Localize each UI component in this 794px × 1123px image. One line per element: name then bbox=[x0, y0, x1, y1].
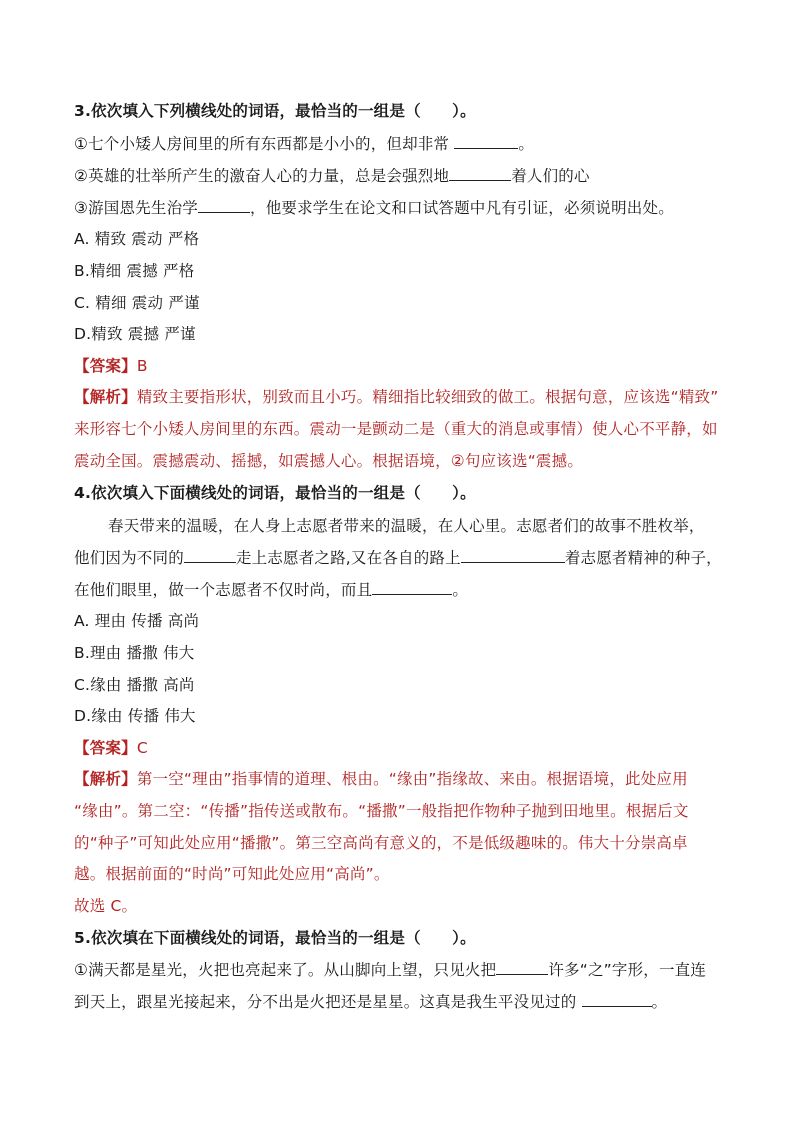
q3-s3-end: ，他要求学生在论文和口试答题中凡有引证，必须说明出处。 bbox=[250, 199, 674, 217]
q3-analysis-text-1: 精致主要指形状，别致而且小巧。精细指比较细致的做工。根据句意，应该选“精致” bbox=[136, 388, 719, 406]
q5-s1-end: 许多“之”字形，一直连 bbox=[548, 961, 707, 979]
q3-option-c: C. 精细 震动 严谨 bbox=[74, 294, 200, 312]
q4-option-b: B.理由 播撒 伟大 bbox=[74, 644, 195, 662]
q4-blank-3 bbox=[372, 580, 452, 595]
q4-answer-label: 【答案】 bbox=[74, 739, 137, 757]
q5-s2-end: 。 bbox=[651, 993, 668, 1011]
q4-stem bbox=[74, 483, 758, 503]
q3-blank-3 bbox=[198, 198, 250, 213]
q3-s2-text: ②英雄的壮举所产生的激奋人心的力量，总是会强烈地 bbox=[74, 167, 450, 185]
q4-analysis-line-1 bbox=[74, 769, 758, 789]
q3-answer-value: B bbox=[136, 357, 148, 375]
q3-analysis-label: 【解析】 bbox=[74, 388, 137, 406]
q3-analysis-line-1 bbox=[74, 387, 758, 407]
q5-blank-2 bbox=[582, 992, 652, 1007]
q5-sentence-2 bbox=[74, 992, 758, 1012]
q5-sentence-1 bbox=[74, 960, 758, 980]
q4-blank-2 bbox=[461, 548, 565, 563]
q3-answer bbox=[74, 356, 758, 376]
q4-blank-1 bbox=[184, 548, 236, 563]
q5-blank-1 bbox=[496, 960, 548, 975]
q3-stem bbox=[74, 101, 758, 121]
q5-s1-text: ①满天都是星光，火把也亮起来了。从山脚向上望，只见火把 bbox=[74, 961, 497, 979]
q4-option-d: D.缘由 传播 伟大 bbox=[74, 707, 196, 725]
q5-s2-text: 到天上，跟星光接起来，分不出是火把还是星星。这真是我生平没见过的 bbox=[74, 993, 582, 1011]
q3-analysis-line-2: 来形容七个小矮人房间里的东西。震动一是颤动二是（重大的消息或事情）使人心不平静，如 bbox=[74, 420, 718, 438]
q3-option-d: D.精致 震撼 严谨 bbox=[74, 325, 196, 343]
q3-sentence-1 bbox=[74, 134, 758, 154]
q4-option-a: A. 理由 传播 高尚 bbox=[74, 612, 200, 630]
q4-conclusion: 故选 C。 bbox=[74, 897, 138, 915]
q4-p3-end: 。 bbox=[452, 581, 469, 599]
q4-p2-end: 着志愿者精神的种子， bbox=[564, 549, 722, 567]
q3-s1-end: 。 bbox=[518, 135, 535, 153]
q4-analysis-line-2: “缘由”。第二空：“传播”指传送或散布。“播撒”一般指把作物种子抛到田地里。根据后文 bbox=[74, 802, 689, 820]
q3-s1-text: ①七个小矮人房间里的所有东西都是小小的，但却非常 bbox=[74, 135, 455, 153]
q4-analysis-line-3: 的“种子”可知此处应用“播撒”。第三空高尚有意义的，不是低级趣味的。伟大十分崇高卓 bbox=[74, 834, 688, 852]
q4-passage-line-3 bbox=[74, 580, 758, 600]
q4-option-c: C.缘由 播撒 高尚 bbox=[74, 676, 195, 694]
q4-passage-line-2 bbox=[74, 548, 758, 568]
q3-option-a: A. 精致 震动 严格 bbox=[74, 230, 200, 248]
q4-passage-line-1: 春天带来的温暖，在人身上志愿者带来的温暖，在人心里。志愿者们的故事不胜枚举， bbox=[108, 517, 705, 535]
q4-answer-value: C bbox=[136, 739, 148, 757]
q3-sentence-2 bbox=[74, 166, 758, 186]
q4-analysis-label: 【解析】 bbox=[74, 770, 137, 788]
q3-sentence-3 bbox=[74, 198, 758, 218]
q3-analysis-line-3: 震动全国。震撼震动、摇撼，如震撼人心。根据语境，②句应该选“震撼。 bbox=[74, 452, 584, 470]
q5-stem-text: 5.依次填在下面横线处的词语，最恰当的一组是（ ）。 bbox=[74, 929, 476, 947]
q3-option-b: B.精细 震撼 严格 bbox=[74, 262, 195, 280]
q4-p2-text: 他们因为不同的 bbox=[74, 549, 184, 567]
q5-stem bbox=[74, 928, 758, 948]
q3-answer-label: 【答案】 bbox=[74, 357, 137, 375]
q4-p2-mid: 走上志愿者之路,又在各自的路上 bbox=[235, 549, 461, 567]
q4-p3-text: 在他们眼里，做一个志愿者不仅时尚，而且 bbox=[74, 581, 373, 599]
q3-blank-2 bbox=[449, 166, 511, 181]
q4-analysis-line-4: 越。根据前面的“时尚”可知此处应用“高尚”。 bbox=[74, 865, 390, 883]
q4-analysis-text-1: 第一空“理由”指事情的道理、根由。“缘由”指缘故、来由。根据语境，此处应用 bbox=[136, 770, 688, 788]
q4-answer bbox=[74, 738, 758, 758]
q3-s3-text: ③游国恩先生治学 bbox=[74, 199, 198, 217]
q3-stem-text: 3.依次填入下列横线处的词语，最恰当的一组是（ ）。 bbox=[74, 102, 476, 120]
q3-s2-end: 着人们的心 bbox=[511, 167, 590, 185]
q3-blank-1 bbox=[454, 134, 518, 149]
q4-stem-text: 4.依次填入下面横线处的词语，最恰当的一组是（ ）。 bbox=[74, 484, 476, 502]
